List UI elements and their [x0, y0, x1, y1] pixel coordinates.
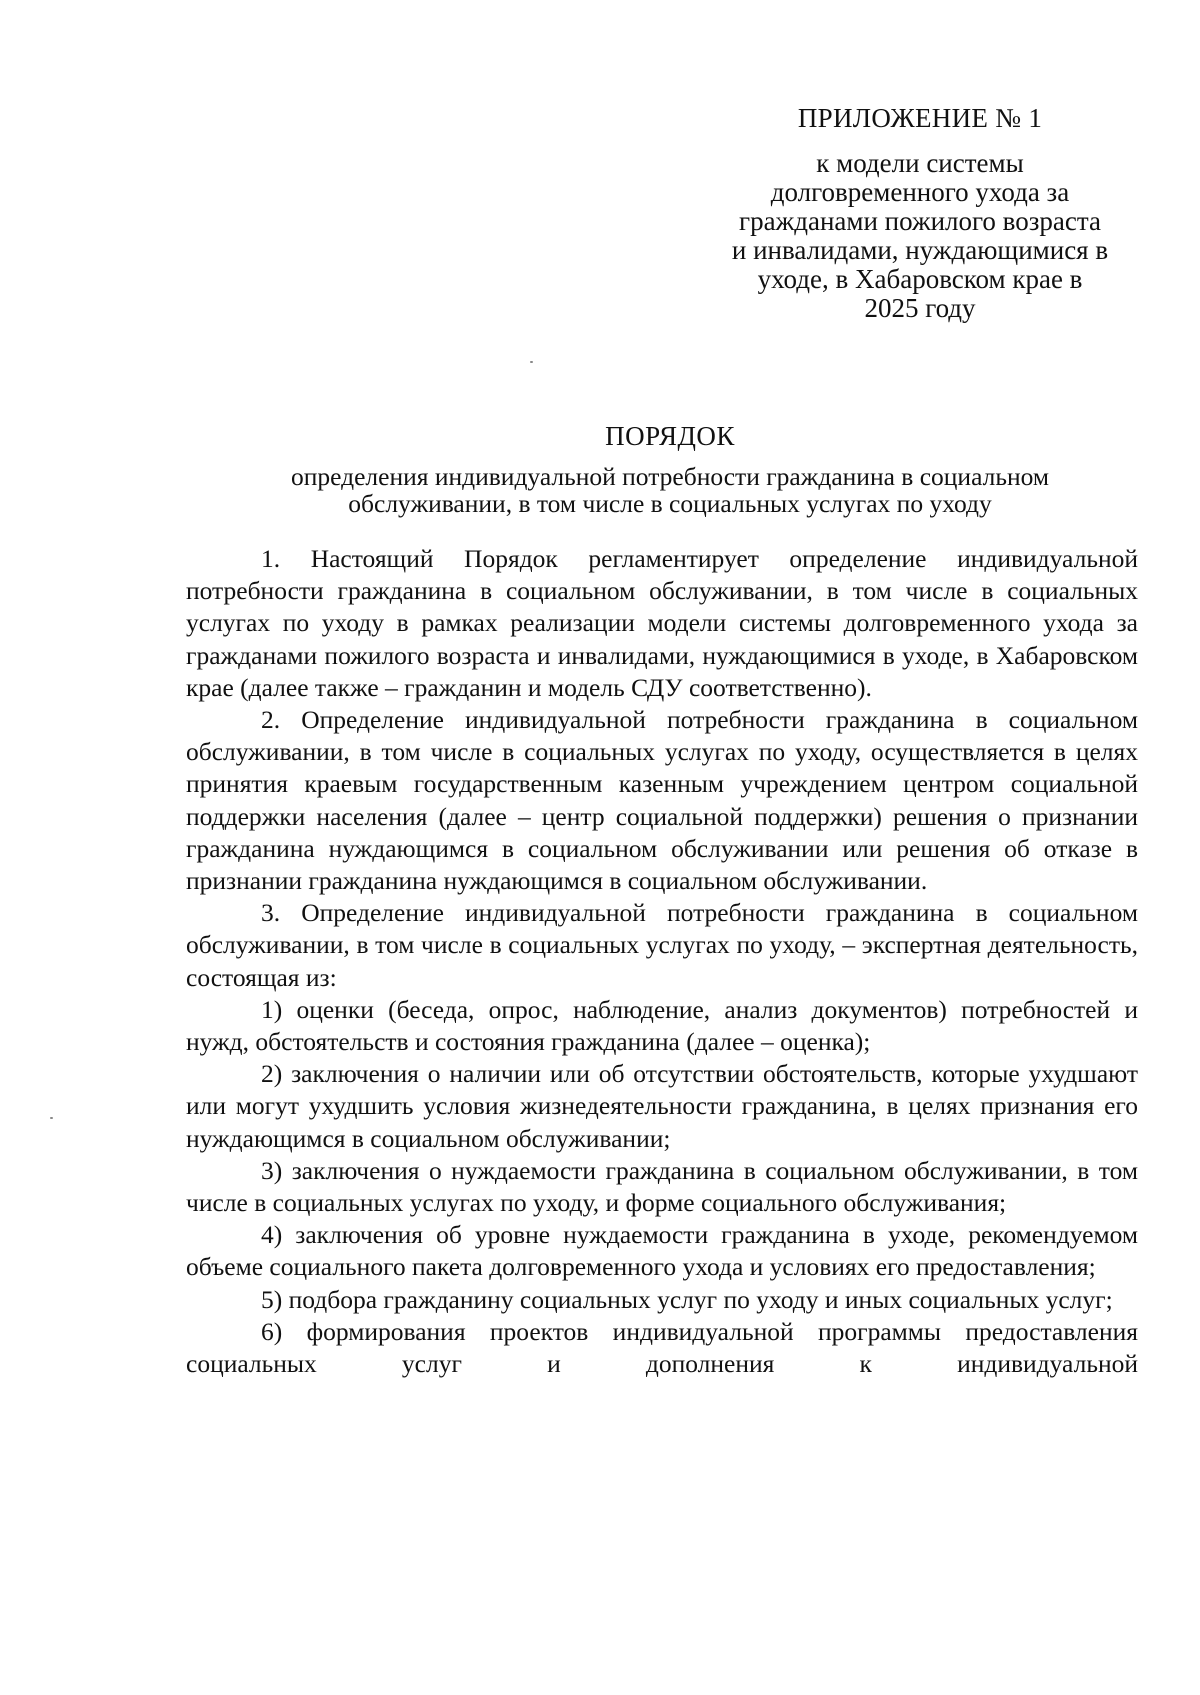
- appendix-line: 2025 году: [864, 293, 976, 323]
- appendix-block: [720, 104, 1120, 323]
- heading-title: ПОРЯДОК: [605, 421, 735, 451]
- appendix-line: уходе, в Хабаровском крае в: [757, 264, 1083, 294]
- list-item-6: 6) формирования проектов индивидуальной программы предоставления социальных услуг и дополнения к индивидуальной: [186, 1316, 1138, 1379]
- appendix-line: долговременного ухода за: [770, 177, 1070, 207]
- heading-subtitle: [200, 463, 1140, 517]
- heading-subtitle-line: определения индивидуальной потребности гражданина в социальном: [290, 462, 1050, 491]
- appendix-line: к модели системы: [816, 148, 1024, 178]
- paragraph-2: 2. Определение индивидуальной потребности гражданина в социальном обслуживании, в том числе в социальных услугах по уходу, осуществляется в целях принятия краевым государственным казенным учреждением центром социальной поддержки населения (далее – центр социальной поддержки) решения о признании гражданина нуждающимся в социальном обслуживании или решения об отказе в признании гражданина нуждающимся в социальном обслуживании.: [186, 705, 1138, 896]
- appendix-title: ПРИЛОЖЕНИЕ № 1: [797, 103, 1043, 133]
- appendix-line: и инвалидами, нуждающимися в: [731, 235, 1109, 265]
- scan-speck: [50, 1117, 53, 1119]
- paragraph-1: 1. Настоящий Порядок регламентирует определение индивидуальной потребности гражданина в социальном обслуживании, в том числе в социальных услугах по уходу в рамках реализации модели системы долговременного ухода за гражданами пожилого возраста и инвалидами, нуждающимися в уходе, в Хабаровском крае (далее также – гражданин и модель СДУ соответственно).: [186, 544, 1138, 702]
- scan-speck: [530, 361, 533, 363]
- list-item-3: 3) заключения о нуждаемости гражданина в социальном обслуживании, в том числе в социальных услугах по уходу, и форме социального обслуживания;: [186, 1155, 1138, 1218]
- appendix-line: гражданами пожилого возраста: [739, 206, 1101, 236]
- heading-subtitle-line: обслуживании, в том числе в социальных услугах по уходу: [348, 489, 992, 518]
- paragraph-3: 3. Определение индивидуальной потребности гражданина в социальном обслуживании, в том числе в социальных услугах по уходу, – экспертная деятельность, состоящая из:: [186, 898, 1138, 992]
- document-body: [186, 543, 1138, 1380]
- list-item-4: 4) заключения об уровне нуждаемости гражданина в уходе, рекомендуемом объеме социального пакета долговременного ухода и условиях его предоставления;: [186, 1220, 1138, 1282]
- list-item-1: 1) оценки (беседа, опрос, наблюдение, анализ документов) потребностей и нужд, обстоятельств и состояния гражданина (далее – оценка);: [186, 994, 1138, 1057]
- list-item-5: 5) подбора гражданину социальных услуг по уходу и иных социальных услуг;: [261, 1284, 1113, 1314]
- document-heading: [200, 420, 1140, 517]
- list-item-2: 2) заключения о наличии или об отсутствии обстоятельств, которые ухудшают или могут ухудшить условия жизнедеятельности гражданина, в целях признания его нуждающимся в социальном обслуживании;: [186, 1059, 1138, 1153]
